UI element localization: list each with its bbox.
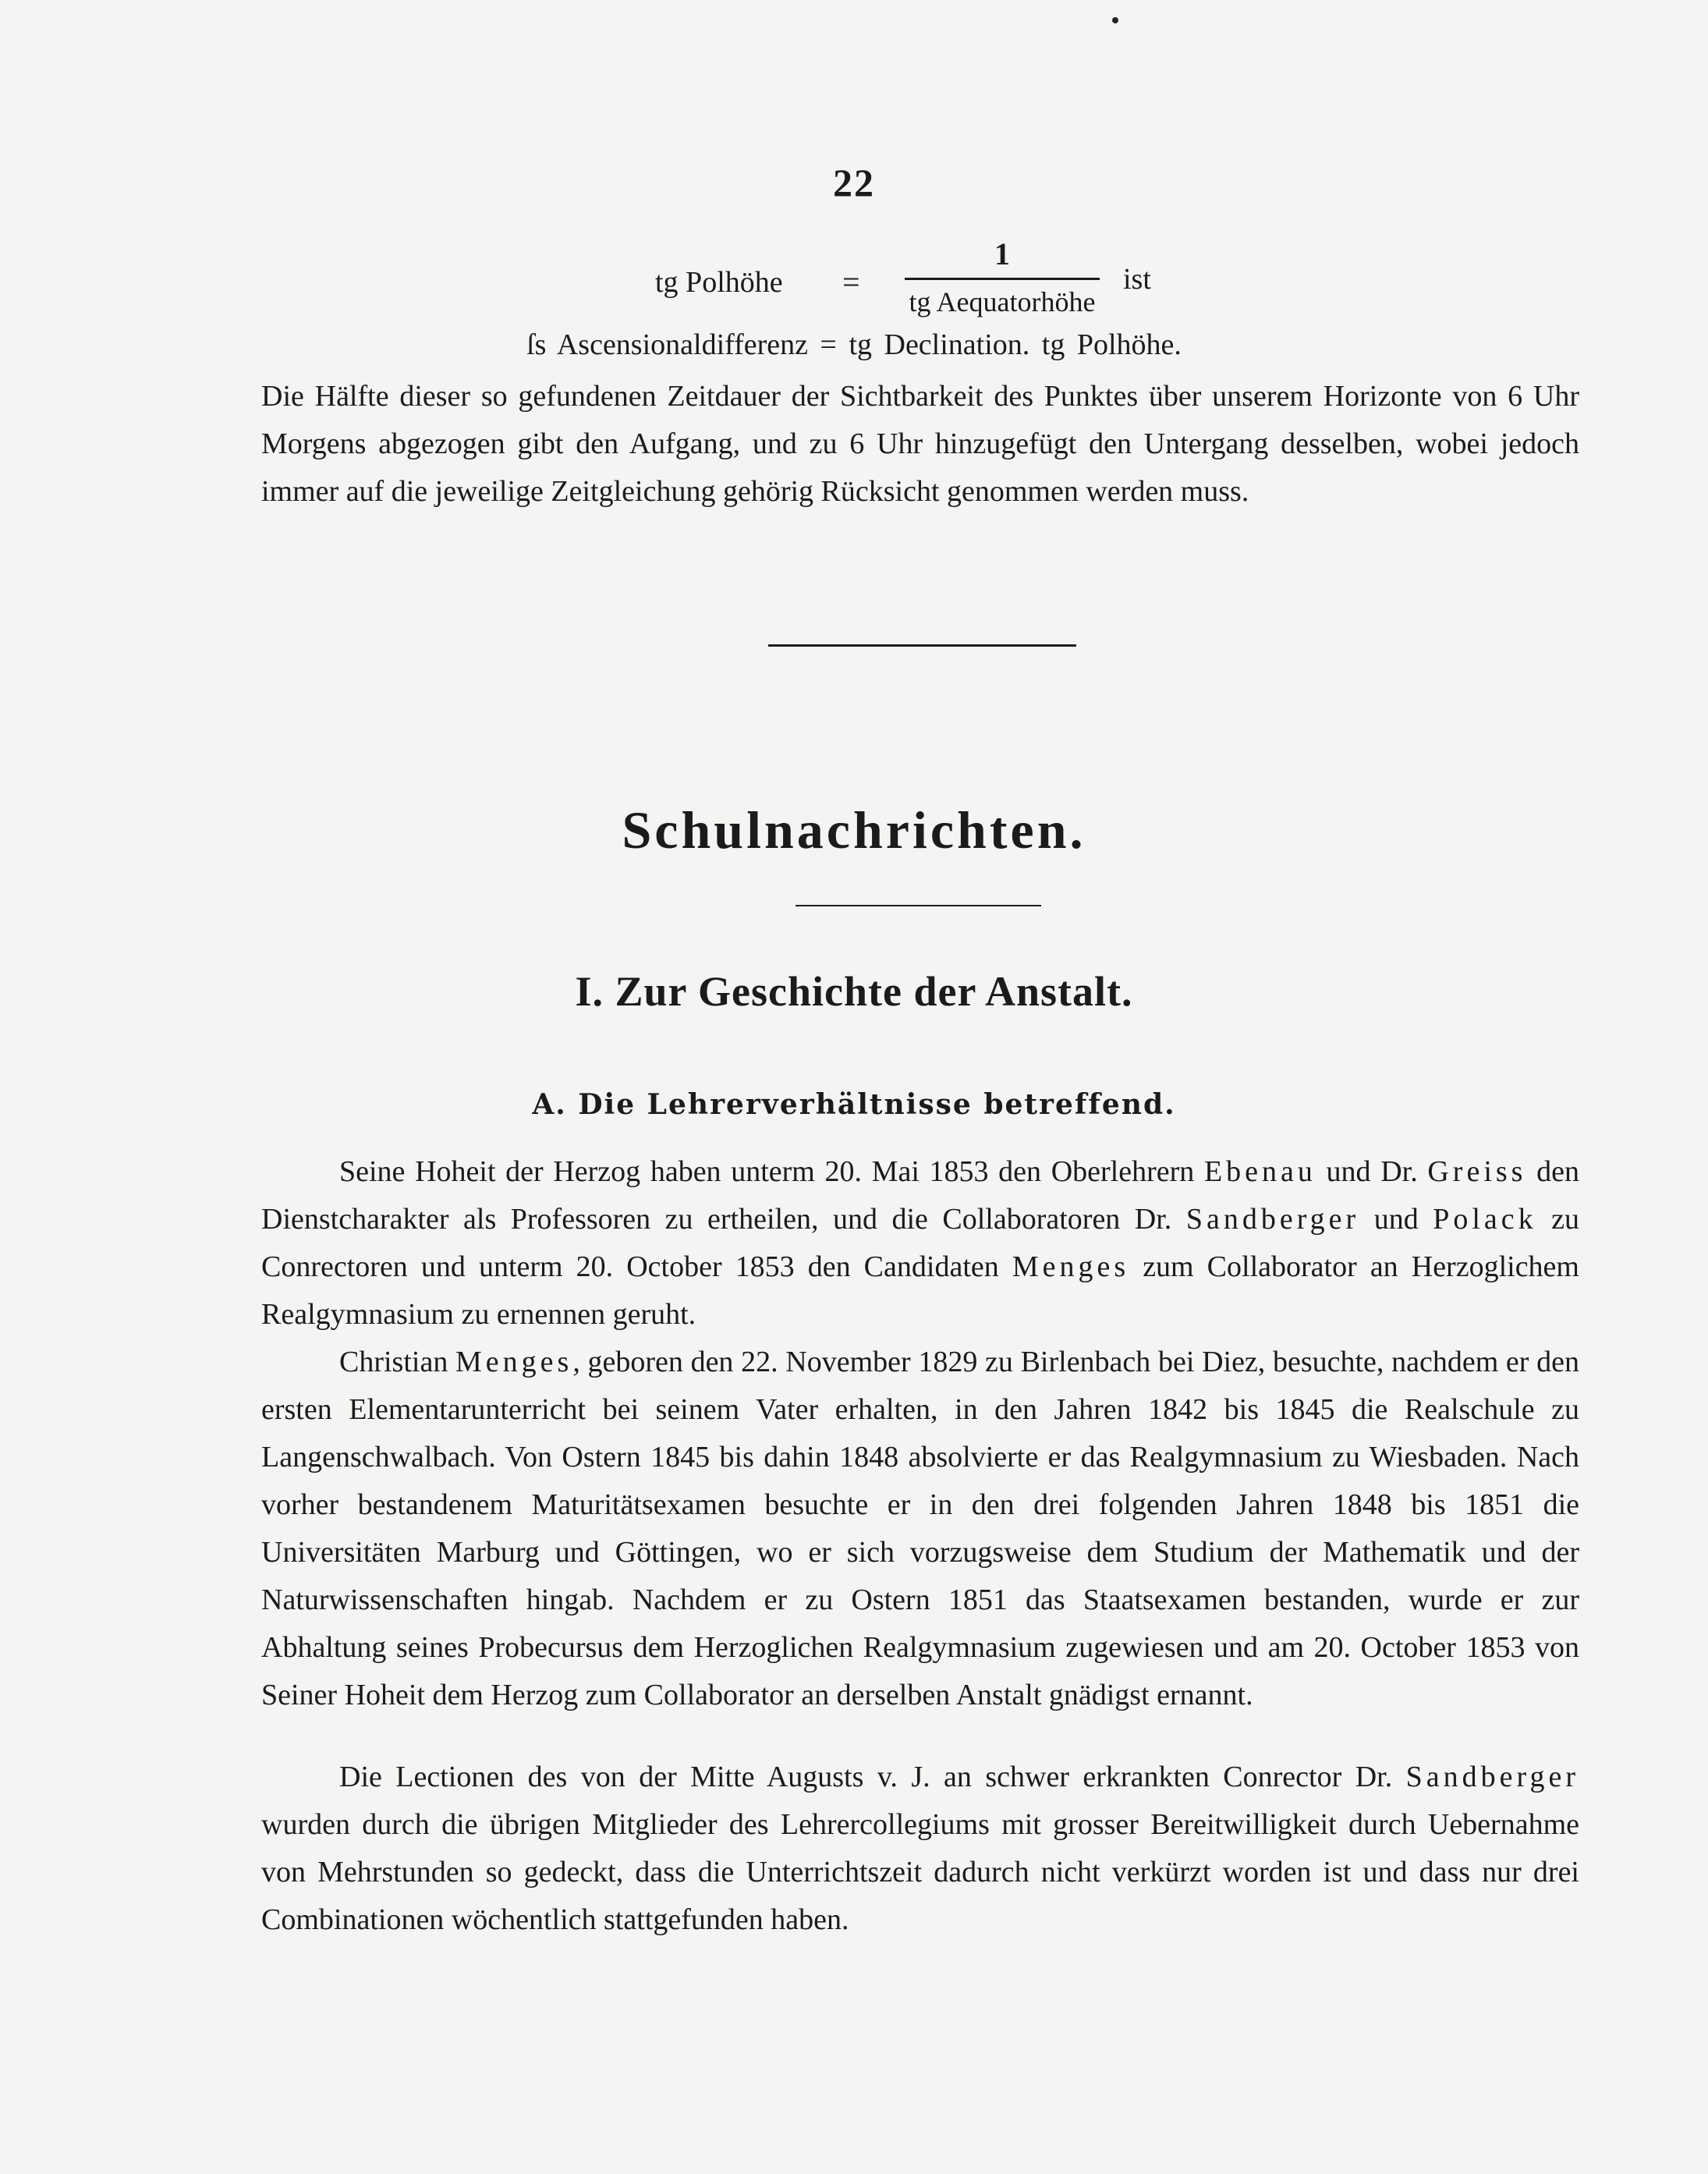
text-run: Seine Hoheit der Herzog haben unterm 20. Mai 1853 den Oberlehrern bbox=[339, 1155, 1204, 1188]
name-polack: Polack bbox=[1433, 1203, 1537, 1236]
name-greiss: Greiss bbox=[1427, 1155, 1527, 1188]
name-ebenau: Ebenau bbox=[1203, 1155, 1316, 1188]
paragraph-menges-biographie bbox=[261, 1339, 1579, 1719]
paragraph-zeitdauer: Die Hälfte dieser so gefundenen Zeitdauer der Sichtbarkeit des Punktes über unserem Horizonte von 6 Uhr Morgens abgezogen gibt den Aufgang, und zu 6 Uhr hinzugefügt den Untergang desselben, wobei jedoch immer auf die jeweilige Zeitgleichung gehörig Rücksicht genommen werden muss. bbox=[261, 380, 1579, 508]
heading-schulnachrichten: Schulnachrichten. bbox=[622, 800, 1086, 860]
text-run: und Dr. bbox=[1316, 1155, 1428, 1188]
paragraph-ernennungen bbox=[261, 1148, 1579, 1339]
formula-denominator: tg Aequatorhöhe bbox=[909, 286, 1096, 317]
section-divider bbox=[768, 644, 1076, 647]
text-run: Christian bbox=[339, 1346, 456, 1378]
paragraph-lectionen bbox=[261, 1754, 1579, 1944]
formula-trailing-word: ist bbox=[1123, 263, 1151, 296]
text-run: Die Lectionen des von der Mitte Augusts v. J. an schwer erkrankten Conrector Dr. bbox=[339, 1761, 1406, 1793]
text-run: den Dienstcharakter als Professoren zu ertheilen, und die Collaboratoren Dr. bbox=[261, 1155, 1579, 1236]
text-run: und bbox=[1359, 1203, 1433, 1236]
text-run: wurden durch die übrigen Mitglieder des Lehrercollegiums mit grosser Bereitwilligkeit durch Uebernahme von Mehrstunden so gedeckt, dass die Unterrichtszeit dadurch nicht verkürzt worden ist und dass nur drei Combinationen wöchentlich stattgefunden haben. bbox=[261, 1808, 1579, 1936]
name-sandberger: Sandberger bbox=[1185, 1203, 1360, 1236]
fraction-bar bbox=[905, 278, 1100, 280]
ascensional-formula: ſs Ascensionaldifferenz = tg Declination. tg Polhöhe. bbox=[526, 328, 1182, 361]
heading-geschichte: I. Zur Geschichte der Anstalt. bbox=[575, 968, 1133, 1015]
formula-lhs: tg Polhöhe bbox=[655, 266, 783, 299]
text-run: zum Collaborator an Herzoglichem Realgymnasium zu ernennen geruht. bbox=[261, 1250, 1579, 1331]
formula-equals: = bbox=[842, 264, 860, 300]
name-sandberger: Sandberger bbox=[1405, 1761, 1579, 1793]
speck-mark bbox=[1112, 17, 1118, 23]
text-run: zu Conrectoren und unterm 20. October 1853 den Candidaten bbox=[261, 1203, 1580, 1283]
heading-underline-rule bbox=[796, 905, 1041, 906]
text-run: , geboren den 22. November 1829 zu Birlenbach bei Diez, besuchte, nachdem er den ersten Elementarunterricht bei seinem Vater erhalten, in den Jahren 1842 bis 1845 die Realschule zu Langenschwalbach. Von Ostern 1845 bis dahin 1848 absolvierte er das Realgymnasium zu Wiesbaden. Nach vorher bestandenem Maturitätsexamen besuchte er in den drei folgenden Jahren 1848 bis 1851 die Universitäten Marburg und Göttingen, wo er sich vorzugsweise dem Studium der Mathematik und der Naturwissenschaften hingab. Nachdem er zu Ostern 1851 das Staatsexamen bestanden, wurde er zur Abhaltung seines Probecursus dem Herzoglichen Realgymnasium zugewiesen und am 20. October 1853 von Seiner Hoheit dem Herzog zum Collaborator an derselben Anstalt gnädigst ernannt. bbox=[261, 1346, 1579, 1711]
page-number: 22 bbox=[833, 161, 875, 204]
formula-fraction bbox=[905, 234, 1100, 319]
name-menges: Menges bbox=[455, 1346, 573, 1378]
formula-numerator: 1 bbox=[994, 236, 1010, 271]
heading-lehrerverhaeltnisse: A. Die Lehrerverhältnisse betreffend. bbox=[532, 1088, 1176, 1121]
name-menges: Menges bbox=[1012, 1250, 1130, 1283]
